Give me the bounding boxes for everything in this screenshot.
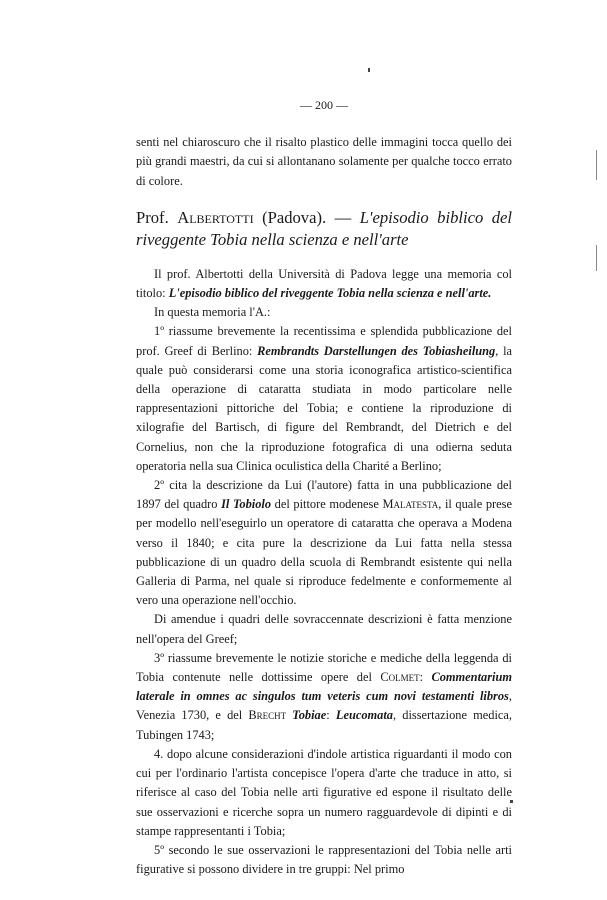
p3-c: , la quale può considerarsi come una storia iconografica artistico-scientifica della operazione di cataratta studiata in modo particolare nelle rappresentazioni pittoriche del Tobia; e contiene la riproduzione di xilografie del Bartisch, di figure del Rembrandt, del Dietrich e del Cornelius, non che la riproduzione fotografica di una odierna seduta operatoria nella sua Clinica oculistica della Charité a Berlino; xyxy=(136,343,513,473)
p4-a: 2º cita la descrizione da Lui (l'autore) fatta in una pubblicazione del 1897 del quadro xyxy=(136,478,512,512)
p4-painter: Malatesta xyxy=(382,497,439,512)
paragraph-3 xyxy=(136,322,512,476)
p6-work-commentarium: Commentarium laterale in omnes ac singulos tum veteris cum novi testamenti libros xyxy=(136,670,512,704)
heading-affiliation: (Padova). — xyxy=(253,207,360,227)
page-number: — 200 — xyxy=(300,98,348,112)
p3-work-title: Rembrandts Darstellungen des Tobiasheilung xyxy=(257,343,496,358)
paragraph-1 xyxy=(136,265,512,303)
document-page xyxy=(136,96,512,879)
p6-a: 3º riassume brevemente le notizie storiche e mediche della leggenda di Tobia contenute nelle dottissime opere del xyxy=(136,650,512,685)
p6-author-colmet: Colmet xyxy=(380,670,420,685)
p6-e: , Venezia 1730, e del xyxy=(136,689,512,723)
p6-c: : xyxy=(419,670,432,685)
p3-a: 1º riassume brevemente la recentissima e splendida pubblicazione del prof. Greef di Berlino: xyxy=(136,324,512,358)
paragraph-5: Di amendue i quadri delle sovraccennate descrizioni è fatta menzione nell'opera del Greef; xyxy=(136,612,512,646)
heading-author: Albertotti xyxy=(177,207,254,227)
p6-work-tobiae: Tobiae xyxy=(292,708,327,723)
heading-title: L'episodio biblico del riveggente Tobia nella scienza e nell'arte xyxy=(136,207,513,249)
paragraph-4 xyxy=(136,476,512,610)
p6-work-leucomata: Leucomata xyxy=(335,708,394,723)
p6-author-brecht: Brecht xyxy=(248,708,287,723)
margin-line-right-1 xyxy=(596,150,597,180)
p1-text: Il prof. Albertotti della Università di Padova legge una memoria col titolo: xyxy=(136,266,512,301)
paragraph-8: 5º secondo le sue osservazioni le rappresentazioni del Tobia nelle arti figurative si possono dividere in tre gruppi: Nel primo xyxy=(136,842,512,877)
paragraph-6 xyxy=(136,649,512,745)
p4-painting-title: Il Tobiolo xyxy=(221,497,272,512)
p1-title: L'episodio biblico del riveggente Tobia nella scienza e nell'arte. xyxy=(168,286,492,301)
section-heading xyxy=(136,207,512,251)
paragraph-7: 4. dopo alcune considerazioni d'indole artistica riguardanti il modo con cui per l'ordinario l'artista concepisce l'opera d'arte che traduce in atto, si riferisce al caso del Tobia nelle arti figurative ed espone il risultato delle sue osservazioni e ricerche sopra un numero ragguardevole di dipinti e di stampe rappresentanti i Tobia; xyxy=(136,746,512,838)
margin-line-right-2 xyxy=(596,245,597,271)
p4-c: del pittore modenese xyxy=(271,497,383,512)
p6-i: : xyxy=(326,708,336,723)
p6-k: , dissertazione medica, Tubingen 1743; xyxy=(136,708,512,742)
p4-e: , il quale prese per modello nell'eseguirlo un operatore di cataratta che operava a Modena verso il 1840; e cita pure la descrizione da Lui fatta nella stessa pubblicazione di un quadro della scuola di Rembrandt esistente qui nella Galleria di Parma, nel quale si riproduce fedelmente e conformemente al vero una operazione nell'occhio. xyxy=(136,497,512,608)
paragraph-2: In questa memoria l'A.: xyxy=(154,305,271,320)
margin-mark-top xyxy=(368,68,370,72)
heading-prefix: Prof. xyxy=(136,207,178,227)
intro-paragraph: senti nel chiaroscuro che il risalto plastico delle immagini tocca quello dei più grandi maestri, da cui si allontanano solamente per qualche tocco errato di colore. xyxy=(136,135,512,188)
